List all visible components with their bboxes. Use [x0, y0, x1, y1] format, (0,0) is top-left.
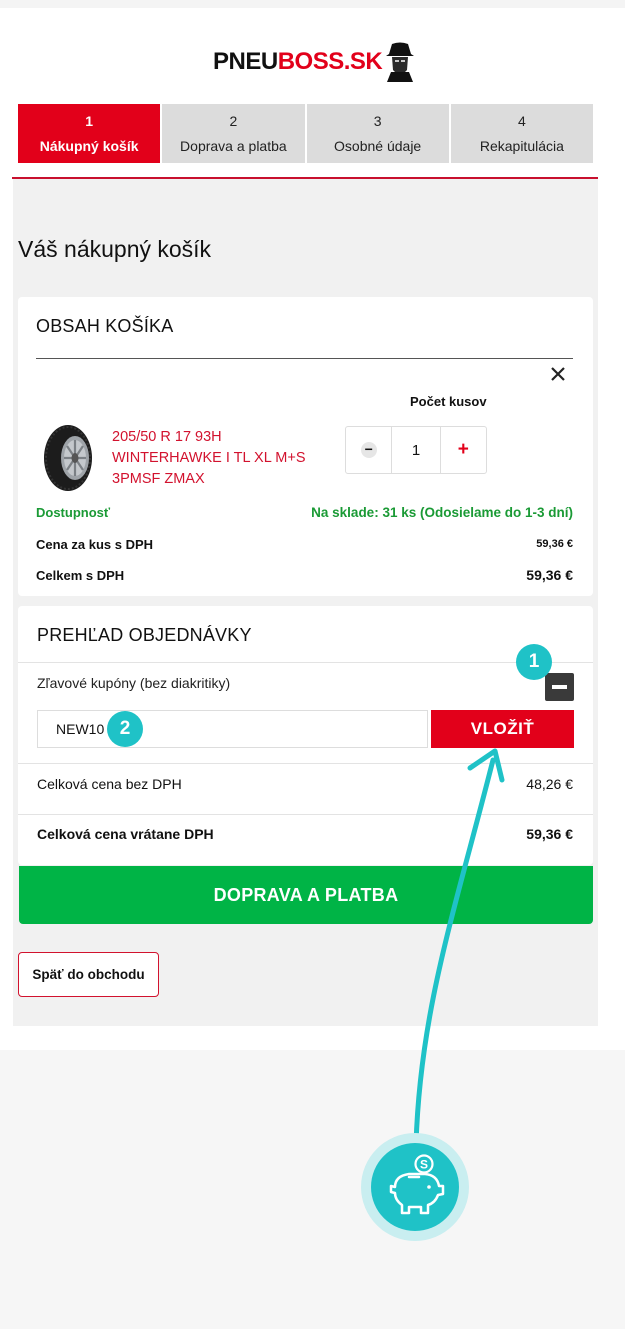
- cart-total-label: Celkem s DPH: [36, 568, 125, 583]
- quantity-stepper: [345, 426, 487, 474]
- gross-price-label: Celková cena vrátane DPH: [37, 826, 214, 842]
- product-name-link[interactable]: 205/50 R 17 93H WINTERHAWKE I TL XL M+S 3PMSF ZMAX: [112, 429, 306, 487]
- annotation-badge-2: 2: [107, 711, 143, 747]
- divider: [36, 358, 573, 359]
- cart-total-value: 59,36 €: [526, 567, 573, 583]
- step-number: 3: [373, 113, 382, 129]
- unit-price-label: Cena za kus s DPH: [36, 537, 154, 552]
- cart-card: [18, 297, 593, 596]
- apply-coupon-button[interactable]: VLOŽIŤ: [431, 710, 574, 748]
- piggy-bank-circle: [371, 1143, 459, 1231]
- logo[interactable]: [213, 42, 417, 82]
- plus-icon: +: [457, 439, 469, 460]
- step-recap[interactable]: [451, 104, 593, 163]
- hat-man-icon: [383, 42, 417, 82]
- net-price-value: 48,26 €: [526, 776, 573, 792]
- page-title: Váš nákupný košík: [18, 236, 212, 262]
- logo-text-red: BOSS.SK: [277, 48, 383, 75]
- coupon-label: Zľavové kupóny (bez diakritiky): [37, 675, 231, 691]
- quantity-label: Počet kusov: [410, 394, 487, 409]
- step-label: Nákupný košík: [39, 138, 139, 154]
- unit-price-value: 59,36 €: [536, 538, 573, 550]
- step-number: 2: [229, 113, 238, 129]
- tire-image[interactable]: [42, 424, 94, 492]
- step-cart[interactable]: [18, 104, 160, 163]
- step-number: 1: [85, 113, 94, 129]
- coupon-collapse-button[interactable]: [545, 673, 574, 701]
- back-to-shop-button[interactable]: Späť do obchodu: [18, 952, 159, 997]
- step-label: Rekapitulácia: [479, 138, 564, 154]
- step-number: 4: [517, 113, 526, 129]
- summary-title: PREHĽAD OBJEDNÁVKY: [37, 625, 252, 645]
- cart-title: OBSAH KOŠÍKA: [36, 316, 174, 336]
- gross-price-value: 59,36 €: [526, 826, 573, 842]
- top-band: [0, 0, 625, 8]
- step-personal[interactable]: [307, 104, 449, 163]
- availability-value: Na sklade: 31 ks (Odosielame do 1-3 dní): [311, 505, 573, 520]
- piggy-bank-icon: [371, 1143, 459, 1231]
- piggy-bank-badge: [361, 1133, 469, 1241]
- continue-shipping-button[interactable]: DOPRAVA A PLATBA: [19, 866, 593, 924]
- close-icon[interactable]: [549, 365, 567, 383]
- divider: [18, 662, 593, 663]
- divider: [18, 763, 593, 764]
- checkout-steps: [18, 104, 593, 163]
- order-summary-card: [18, 606, 593, 865]
- divider: [18, 814, 593, 815]
- logo-text-black: PNEU: [213, 48, 278, 75]
- step-label: Doprava a platba: [180, 138, 287, 154]
- quantity-decrease-button[interactable]: [346, 427, 391, 473]
- availability-label: Dostupnosť: [36, 505, 111, 520]
- step-label: Osobné údaje: [334, 138, 422, 154]
- coin-letter: S: [419, 1157, 429, 1172]
- coupon-input[interactable]: [37, 710, 428, 748]
- quantity-value[interactable]: 1: [391, 427, 440, 473]
- annotation-badge-1: 1: [516, 644, 552, 680]
- quantity-increase-button[interactable]: [441, 427, 486, 473]
- minus-icon: −: [361, 442, 377, 458]
- step-shipping[interactable]: [162, 104, 304, 163]
- net-price-label: Celková cena bez DPH: [37, 776, 182, 792]
